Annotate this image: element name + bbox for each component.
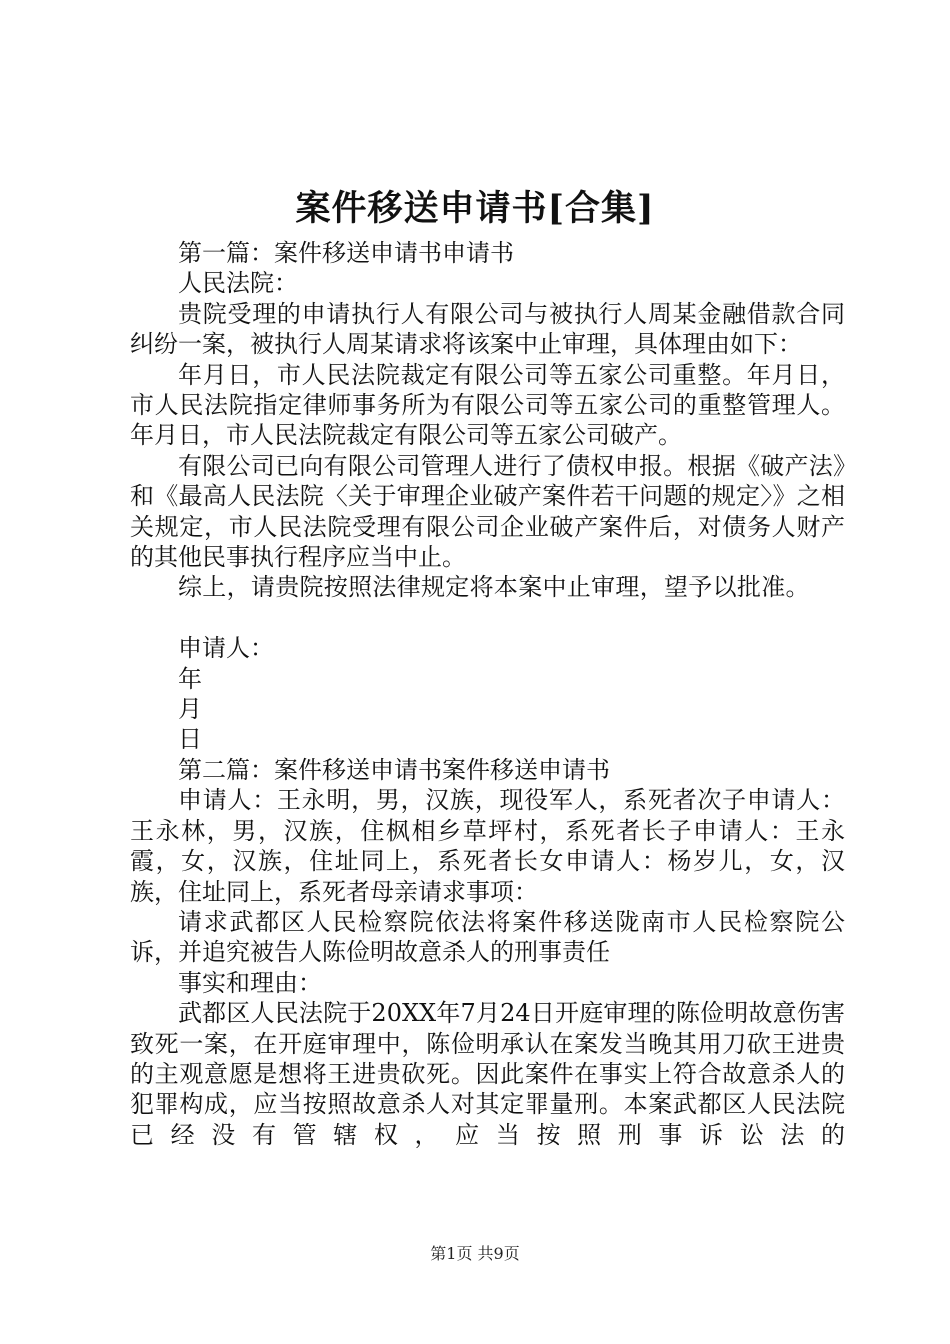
paragraph: 事实和理由： <box>178 968 322 997</box>
signature-year: 年 <box>178 664 202 693</box>
paragraph: 请求武都区人民检察院依法将案件移送陇南市人民检察院公诉，并追究被告人陈俭明故意杀人的刑事责任 <box>130 907 845 967</box>
section-heading-1: 第一篇：案件移送申请书申请书 <box>178 239 514 267</box>
paragraph: 年月日，市人民法院裁定有限公司等五家公司重整。年月日，市人民法院指定律师事务所为有限公司等五家公司的重整管理人。年月日，市人民法院裁定有限公司等五家公司破产。 <box>130 360 845 450</box>
signature-applicant: 申请人： <box>178 634 274 663</box>
signature-day: 日 <box>178 725 202 754</box>
paragraph: 综上，请贵院按照法律规定将本案中止审理，望予以批准。 <box>178 573 810 602</box>
paragraph: 武都区人民法院于20XX年7月24日开庭审理的陈俭明故意伤害致死一案，在开庭审理中，陈俭明承认在案发当晚其用刀砍王进贵的主观意愿是想将王进贵砍死。因此案件在事实上符合故意杀人的犯罪构成，应当按照故意杀人对其定罪量刑。本案武都区人民法院已经没有管辖权，应当按照刑事诉讼法的 <box>130 999 845 1149</box>
paragraph: 有限公司已向有限公司管理人进行了债权申报。根据《破产法》和《最高人民法院〈关于审理企业破产案件若干问题的规定〉》之相关规定，市人民法院受理有限公司企业破产案件后，对债务人财产的其他民事执行程序应当中止。 <box>130 451 845 572</box>
addressee: 人民法院： <box>178 269 298 298</box>
blank-line <box>130 603 845 633</box>
section-heading-2: 第二篇：案件移送申请书案件移送申请书 <box>178 755 610 784</box>
paragraph: 贵院受理的申请执行人有限公司与被执行人周某金融借款合同纠纷一案，被执行人周某请求将该案中止审理，具体理由如下： <box>130 299 845 359</box>
paragraph: 申请人：王永明，男，汉族，现役军人，系死者次子申请人：王永林，男，汉族，住枫相乡草坪村，系死者长子申请人：王永霞，女，汉族，住址同上，系死者长女申请人：杨岁儿，女，汉族，住址同上，系死者母亲请求事项： <box>130 786 845 906</box>
signature-month: 月 <box>178 695 202 724</box>
document-title: 案件移送申请书[合集] <box>295 188 655 229</box>
document-body <box>130 238 845 1150</box>
page-number: 第1页 共9页 <box>430 1244 520 1263</box>
